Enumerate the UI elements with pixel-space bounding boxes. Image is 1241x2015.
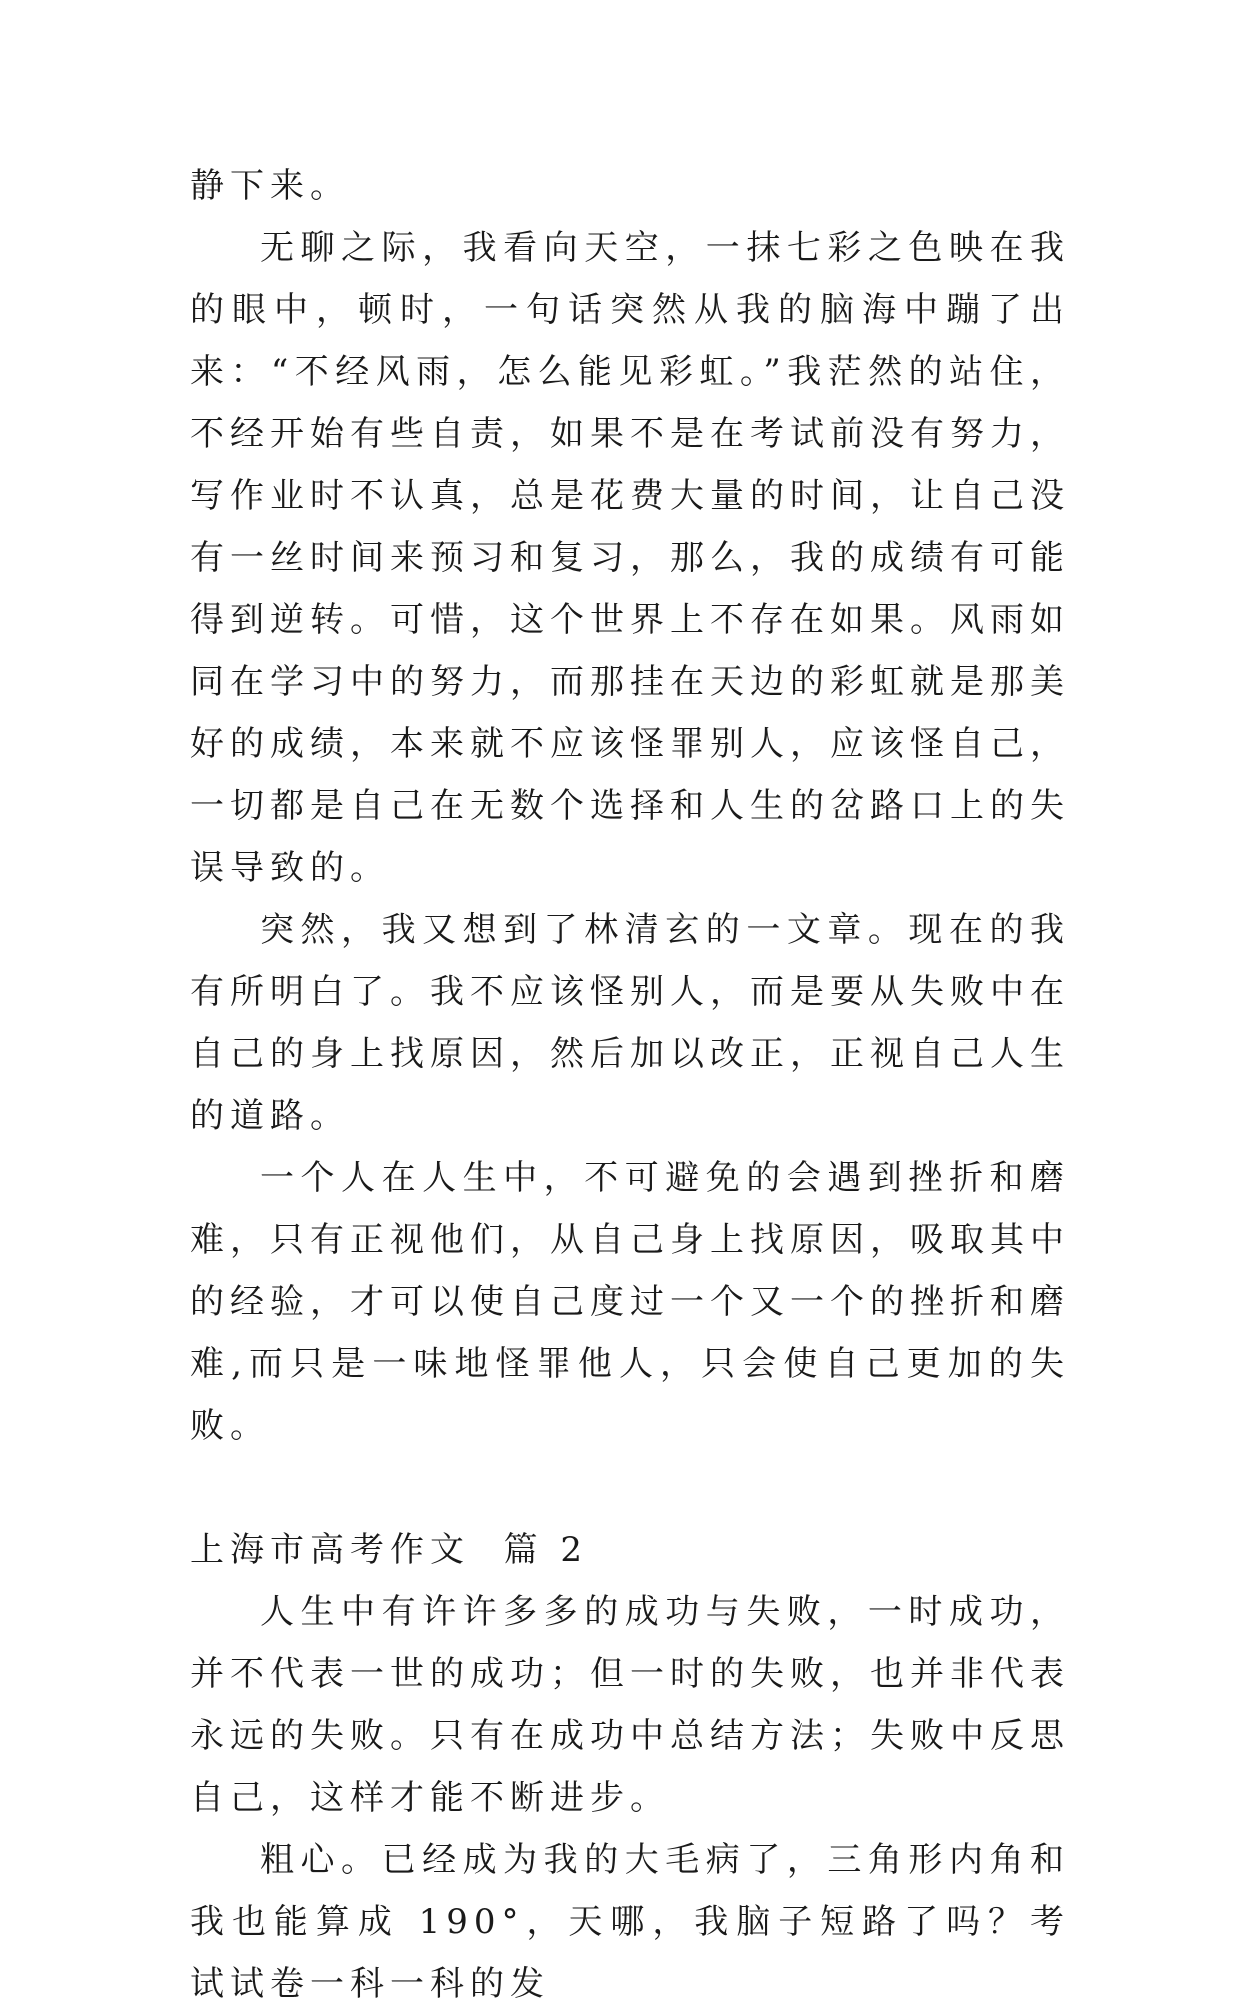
paragraph-rainbow: 无聊之际，我看向天空，一抹七彩之色映在我的眼中，顿时，一句话突然从我的脑海中蹦了出来：“不经风雨，怎么能见彩虹。”我茫然的站住，不经开始有些自责，如果不是在考试前没有努力，写作业时不认真，总是花费大量的时间，让自己没有一丝时间来预习和复习，那么，我的成绩有可能得到逆转。可惜，这个世界上不存在如果。风雨如同在学习中的努力，而那挂在天边的彩虹就是那美好的成绩，本来就不应该怪罪别人，应该怪自己，一切都是自己在无数个选择和人生的岔路口上的失误导致的。 bbox=[190, 228, 1070, 888]
paragraph-continuation: 静下来。 bbox=[190, 166, 350, 206]
paragraph-conclusion: 一个人在人生中，不可避免的会遇到挫折和磨难，只有正视他们，从自己身上找原因，吸取其中的经验，才可以使自己度过一个又一个的挫折和磨难,而只是一味地怪罪他人，只会使自己更加的失败。 bbox=[190, 1158, 1070, 1446]
essay-body bbox=[190, 155, 1070, 2015]
section-title: 上海市高考作文 篇 2 bbox=[190, 1530, 589, 1570]
paragraph-careless: 粗心。已经成为我的大毛病了，三角形内角和我也能算成 190°，天哪，我脑子短路了吗？考试试卷一科一科的发 bbox=[190, 1840, 1070, 2004]
paragraph-realization: 突然，我又想到了林清玄的一文章。现在的我有所明白了。我不应该怪别人，而是要从失败中在自己的身上找原因，然后加以改正，正视自己人生的道路。 bbox=[190, 910, 1070, 1136]
paragraph-success-failure: 人生中有许许多多的成功与失败，一时成功，并不代表一世的成功；但一时的失败，也并非代表永远的失败。只有在成功中总结方法；失败中反思自己，这样才能不断进步。 bbox=[190, 1592, 1070, 1818]
